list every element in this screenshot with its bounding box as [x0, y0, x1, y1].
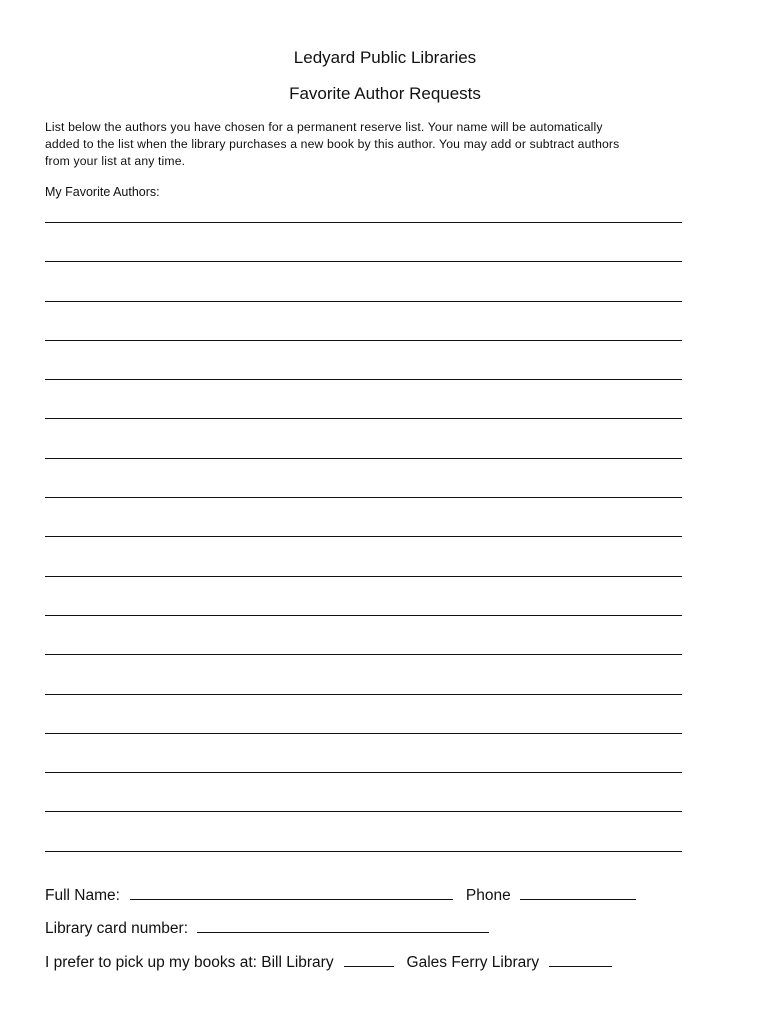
full-name-label: Full Name:	[45, 887, 120, 904]
author-entry-line[interactable]	[45, 418, 682, 457]
pickup-label: I prefer to pick up my books at: Bill Library	[45, 954, 334, 971]
intro-line: from your list at any time.	[45, 154, 186, 168]
author-entry-line[interactable]	[45, 654, 682, 693]
library-card-label: Library card number:	[45, 920, 189, 937]
author-entry-line[interactable]	[45, 301, 682, 340]
author-entry-line[interactable]	[45, 458, 682, 497]
author-entry-line[interactable]	[45, 811, 682, 850]
author-entry-line[interactable]	[45, 694, 682, 733]
intro-line: List below the authors you have chosen for a permanent reserve list. Your name will be automatically	[45, 120, 603, 134]
page-title: Ledyard Public Libraries	[293, 48, 477, 67]
author-entry-line[interactable]	[45, 379, 682, 418]
author-entry-line[interactable]	[45, 340, 682, 379]
author-entry-line[interactable]	[45, 733, 682, 772]
pickup-preference-row	[45, 950, 612, 973]
author-entry-line[interactable]	[45, 536, 682, 575]
gales-ferry-label: Gales Ferry Library	[406, 954, 540, 971]
phone-field[interactable]	[520, 883, 636, 900]
author-entry-line[interactable]	[45, 576, 682, 615]
author-entry-line[interactable]	[45, 615, 682, 654]
author-entry-line[interactable]	[45, 497, 682, 536]
author-entry-line[interactable]	[45, 222, 682, 261]
author-entry-line[interactable]	[45, 851, 682, 852]
library-card-row	[45, 916, 489, 939]
phone-label: Phone	[465, 887, 511, 904]
favorite-authors-label: My Favorite Authors:	[45, 185, 160, 199]
bill-library-field[interactable]	[344, 950, 394, 967]
full-name-field[interactable]	[130, 883, 453, 900]
author-entry-line[interactable]	[45, 772, 682, 811]
author-entry-lines	[45, 222, 682, 852]
gales-ferry-field[interactable]	[549, 950, 612, 967]
library-card-field[interactable]	[197, 916, 489, 933]
full-name-row	[45, 883, 636, 906]
intro-paragraph	[45, 119, 735, 170]
page-subtitle: Favorite Author Requests	[289, 84, 481, 103]
intro-line: added to the list when the library purchases a new book by this author. You may add or subtract authors	[45, 137, 620, 151]
author-entry-line[interactable]	[45, 261, 682, 300]
